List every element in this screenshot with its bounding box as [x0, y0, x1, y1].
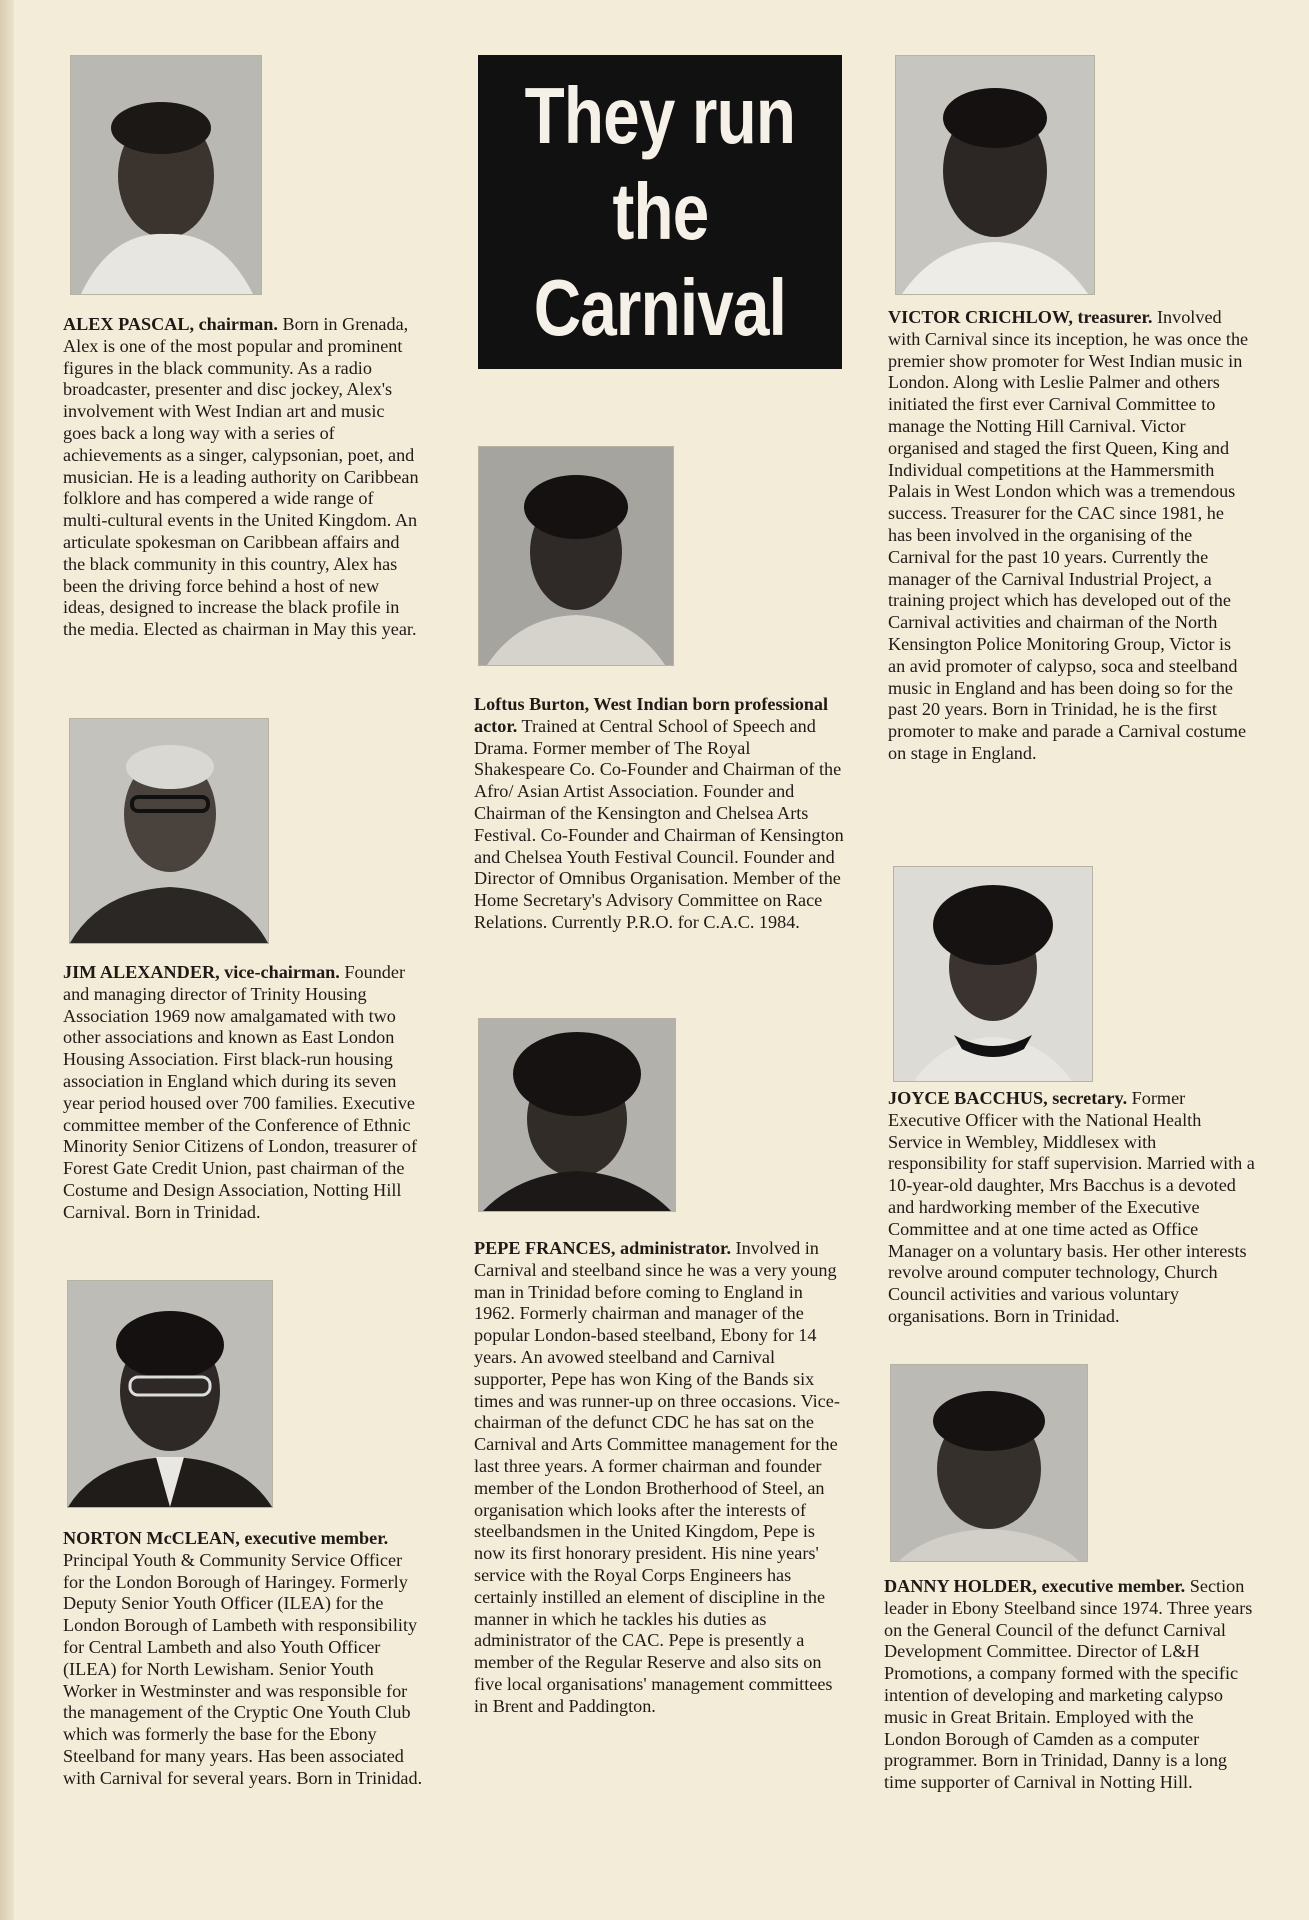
bio-heading: JIM ALEXANDER, vice-chairman. [63, 962, 340, 982]
photo-jim-alexander [69, 718, 269, 944]
bio-alex-pascal [63, 314, 421, 641]
page-edge [0, 0, 14, 1920]
bio-text: Former Executive Officer with the National Health Service in Wembley, Middlesex with responsibility for staff supervision. Married with a 10-year-old daughter, Mrs Bacchus is a devoted and hardworking member of the Executive Committee and at one time acted as Office Manager on a voluntary basis. Her other interests revolve around computer technology, Church Council activities and various voluntary organisations. Born in Trinidad. [888, 1088, 1255, 1326]
headline-box [478, 55, 842, 369]
bio-text: Founder and managing director of Trinity Housing Association 1969 now amalgamated with two other associations and known as East London Housing Association. First black-run housing association in England which during its seven year period housed over 700 families. Executive committee member of the Conference of Ethnic Minority Senior Citizens of London, treasurer of Forest Gate Credit Union, past chairman of the Costume and Design Association, Notting Hill Carnival. Born in Trinidad. [63, 962, 418, 1222]
photo-joyce-bacchus [893, 866, 1093, 1082]
photo-norton-mcclean [67, 1280, 273, 1508]
photo-loftus-burton [478, 446, 674, 666]
bio-pepe-frances [474, 1238, 842, 1718]
bio-heading: JOYCE BACCHUS, secretary. [888, 1088, 1128, 1108]
photo-danny-holder [890, 1364, 1088, 1562]
photo-alex-pascal [70, 55, 262, 295]
bio-text: Trained at Central School of Speech and Drama. Former member of The Royal Shakespeare Co. Co-Founder and Chairman of the Afro/ Asian Artist Association. Founder and Chairman of the Kensington and Chelsea Arts Festival. Co-Founder and Chairman of Kensington and Chelsea Youth Festival Council. Founder and Director of Omnibus Organisation. Member of the Home Secretary's Advisory Committee on Race Relations. Currently P.R.O. for C.A.C. 1984. [474, 715, 844, 932]
bio-joyce-bacchus [888, 1088, 1258, 1328]
bio-text: Involved in Carnival and steelband since he was a very young man in Trinidad before coming to England in 1962. Formerly chairman and manager of the popular London-based steelband, Ebony for 14 years. An avowed steelband and Carnival supporter, Pepe has won King of the Bands six times and was runner-up on three occasions. Vice-chairman of the defunct CDC he has sat on the Carnival and Arts Committee management for the last three years. A former chairman and founder member of the London Brotherhood of Steel, an organisation which looks after the interests of steelbandsmen in the United Kingdom, Pepe is now its first honorary president. His nine years' service with the Royal Corps Engineers has certainly instilled an element of discipline in the manner in which he tackles his duties as administrator of the CAC. Pepe is presently a member of the Regular Reserve and also sits on five local organisations' management committees in Brent and Paddington. [474, 1238, 840, 1716]
bio-heading: VICTOR CRICHLOW, treasurer. [888, 307, 1153, 327]
bio-text: Section leader in Ebony Steelband since 1974. Three years on the General Council of the defunct Carnival Development Committee. Director of L&H Promotions, a company formed with the specific intention of developing and marketing calypso music in Great Britain. Employed with the London Borough of Camden as a computer programmer. Born in Trinidad, Danny is a long time supporter of Carnival in Notting Hill. [884, 1576, 1253, 1793]
bio-text: Involved with Carnival since its inception, he was once the premier show promoter for West Indian music in London. Along with Leslie Palmer and others initiated the first ever Carnival Committee to manage the Notting Hill Carnival. Victor organised and staged the first Queen, King and Individual competitions at the Hammersmith Palais in West London which was a tremendous success. Treasurer for the CAC since 1981, he has been involved in the organising of the Carnival for the past 10 years. Currently the manager of the Carnival Industrial Project, a training project which has developed out of the Carnival activities and chairman of the North Kensington Police Monitoring Group, Victor is an avid promoter of calypso, soca and steelband music in England and has been doing so for the past 20 years. Born in Trinidad, he is the first promoter to make and parade a Carnival costume on stage in England. [888, 307, 1249, 763]
bio-heading: Loftus Burton, West Indian born professional actor. [474, 694, 829, 736]
headline-line2: the [612, 167, 708, 256]
photo-victor-crichlow [895, 55, 1095, 295]
bio-loftus-burton [474, 694, 844, 934]
bio-jim-alexander [63, 962, 423, 1224]
bio-danny-holder [884, 1576, 1254, 1794]
bio-heading: DANNY HOLDER, executive member. [884, 1576, 1186, 1596]
bio-victor-crichlow [888, 307, 1250, 765]
headline-line1: They run [524, 71, 796, 160]
bio-heading: PEPE FRANCES, administrator. [474, 1238, 731, 1258]
photo-pepe-frances [478, 1018, 676, 1212]
bio-text: Born in Grenada, Alex is one of the most popular and prominent figures in the black community. As a radio broadcaster, presenter and disc jockey, Alex's involvement with West Indian art and music goes back a long way with a series of achievements as a singer, calypsonian, poet, and musician. He is a leading authority on Caribbean folklore and has compered a wide range of multi-cultural events in the United Kingdom. An articulate spokesman on Caribbean affairs and the black community in this country, Alex has been the driving force behind a host of new ideas, designed to increase the black profile in the media. Elected as chairman in May this year. [63, 314, 419, 640]
bio-heading: NORTON McCLEAN, executive member. [63, 1528, 389, 1548]
bio-heading: ALEX PASCAL, chairman. [63, 314, 278, 334]
bio-norton-mcclean [63, 1528, 423, 1790]
headline-line3: Carnival [533, 263, 787, 352]
bio-text: Principal Youth & Community Service Officer for the London Borough of Haringey. Formerly Deputy Senior Youth Officer (ILEA) for the London Borough of Lambeth with responsibility for Central Lambeth and also Youth Officer (ILEA) for North Lewisham. Senior Youth Worker in Westminster and was responsible for the management of the Cryptic One Youth Club which was formerly the base for the Ebony Steelband for many years. Has been associated with Carnival for several years. Born in Trinidad. [63, 1549, 423, 1788]
